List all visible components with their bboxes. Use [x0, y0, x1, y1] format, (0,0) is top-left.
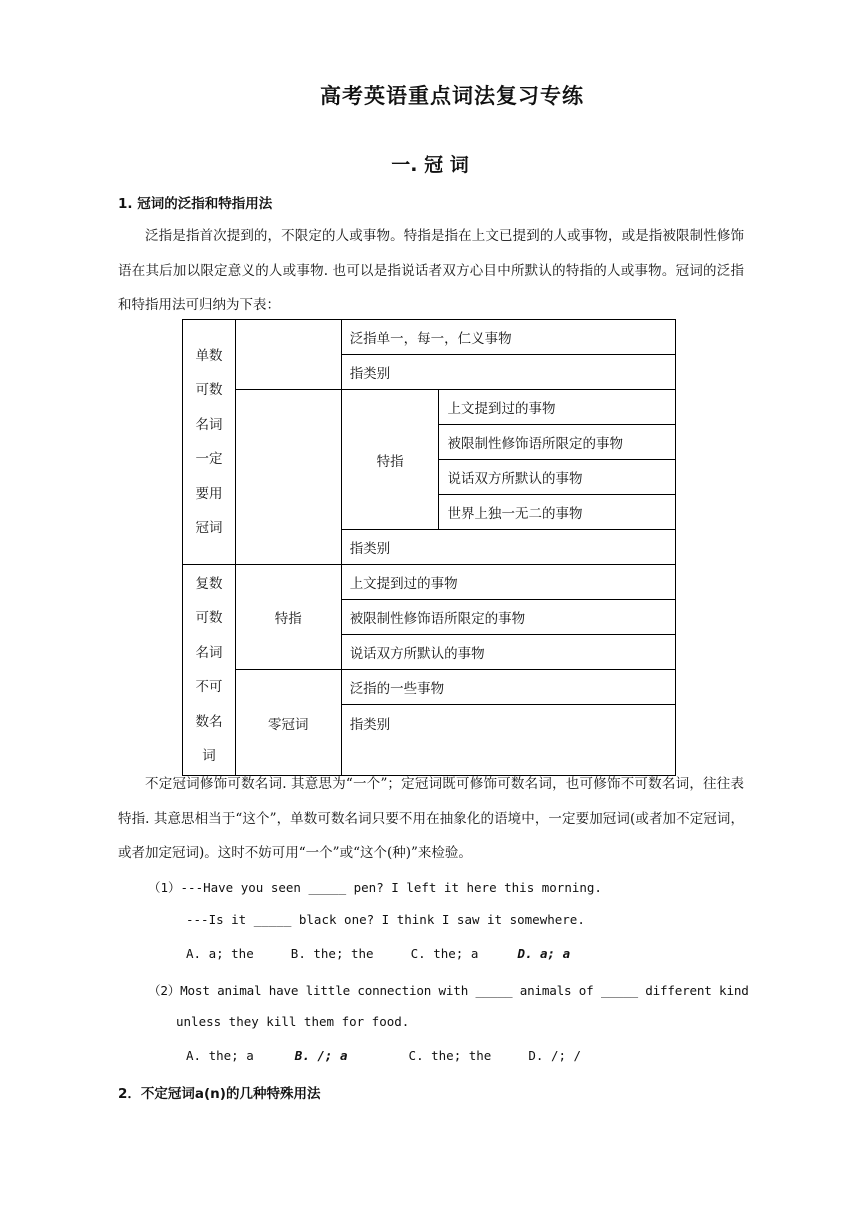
option-c: C. the; a [410, 946, 479, 961]
section-heading: 一. 冠 词 [391, 154, 469, 176]
table-cell: 世界上独一无二的事物 [439, 495, 676, 530]
option-b: B. the; the [290, 946, 374, 961]
article-usage-table [182, 319, 676, 776]
option-d-answer: D. a; a [517, 946, 571, 961]
empty-cell [235, 390, 341, 565]
table-cell: 上文提到过的事物 [439, 390, 676, 425]
option-a: A. a; the [186, 946, 254, 961]
label-line: 冠词 [195, 520, 223, 536]
intro-paragraph [118, 219, 744, 323]
table-cell: 指类别 [341, 705, 675, 776]
label-line: 名词 [195, 416, 223, 433]
label-line: 一定 [195, 451, 223, 467]
question-1-line-1: （1）---Have you seen _____ pen? I left it here this morning. [148, 880, 602, 895]
table-cell: 说话双方所默认的事物 [439, 460, 676, 495]
label-line: 单数 [195, 347, 223, 364]
subsection-heading-2: 2．不定冠词a(n)的几种特殊用法 [118, 1086, 321, 1102]
table-cell: 泛指的一些事物 [341, 670, 675, 705]
table-cell: 说话双方所默认的事物 [341, 635, 675, 670]
empty-cell [235, 320, 341, 390]
option-b-answer: B. /; a [294, 1048, 348, 1063]
specific-label: 特指 [341, 390, 439, 530]
label-line: 要用 [195, 485, 223, 502]
question-2-options [186, 1048, 606, 1063]
label-line: 不可 [195, 679, 223, 695]
table-cell: 被限制性修饰语所限定的事物 [439, 425, 676, 460]
document-title: 高考英语重点词法复习专练 [320, 84, 584, 108]
label-line: 词 [202, 748, 216, 764]
article-explanation [118, 767, 744, 871]
table-cell: 被限制性修饰语所限定的事物 [341, 600, 675, 635]
label-line: 可数 [195, 382, 223, 398]
intro-text: 泛指是指首次提到的，不限定的人或事物。特指是指在上文已提到的人或事物，或是指被限制性修饰语在其后加以限定意义的人或事物. 也可以是指说话者双方心目中所默认的特指的人或事物。冠词的泛指和特指用法可归纳为下表： [118, 228, 744, 313]
option-a: A. the; a [186, 1048, 254, 1063]
singular-countable-label [183, 320, 236, 565]
label-line: 复数 [195, 575, 223, 592]
table-cell: 上文提到过的事物 [341, 565, 675, 600]
plural-uncountable-label [183, 565, 236, 776]
option-c: C. the; the [408, 1048, 492, 1063]
question-2-line-2: unless they kill them for food. [176, 1014, 410, 1029]
label-line: 数名 [195, 713, 223, 730]
plural-specific-label: 特指 [235, 565, 341, 670]
table-cell: 指类别 [341, 530, 675, 565]
subsection-heading-1: 1. 冠词的泛指和特指用法 [118, 196, 273, 212]
table-cell: 泛指单一，每一，仁义事物 [341, 320, 675, 355]
question-2-line-1: （2）Most animal have little connection with _____ animals of _____ different kind [148, 983, 749, 998]
table-cell: 指类别 [341, 355, 675, 390]
option-d: D. /; / [528, 1048, 582, 1063]
label-line: 名词 [195, 644, 223, 661]
question-1-options [186, 946, 606, 961]
zero-article-label: 零冠词 [235, 670, 341, 776]
question-1-line-2: ---Is it _____ black one? I think I saw it somewhere. [186, 912, 585, 927]
explanation-text: 不定冠词修饰可数名词. 其意思为“一个”；定冠词既可修饰可数名词，也可修饰不可数名词，往往表特指. 其意思相当于“这个”，单数可数名词只要不用在抽象化的语境中，一定要加冠词(或者加不定冠词，或者加定冠词)。这时不妨可用“一个”或“这个(种)”来检验。 [118, 776, 744, 861]
label-line: 可数 [195, 610, 223, 626]
